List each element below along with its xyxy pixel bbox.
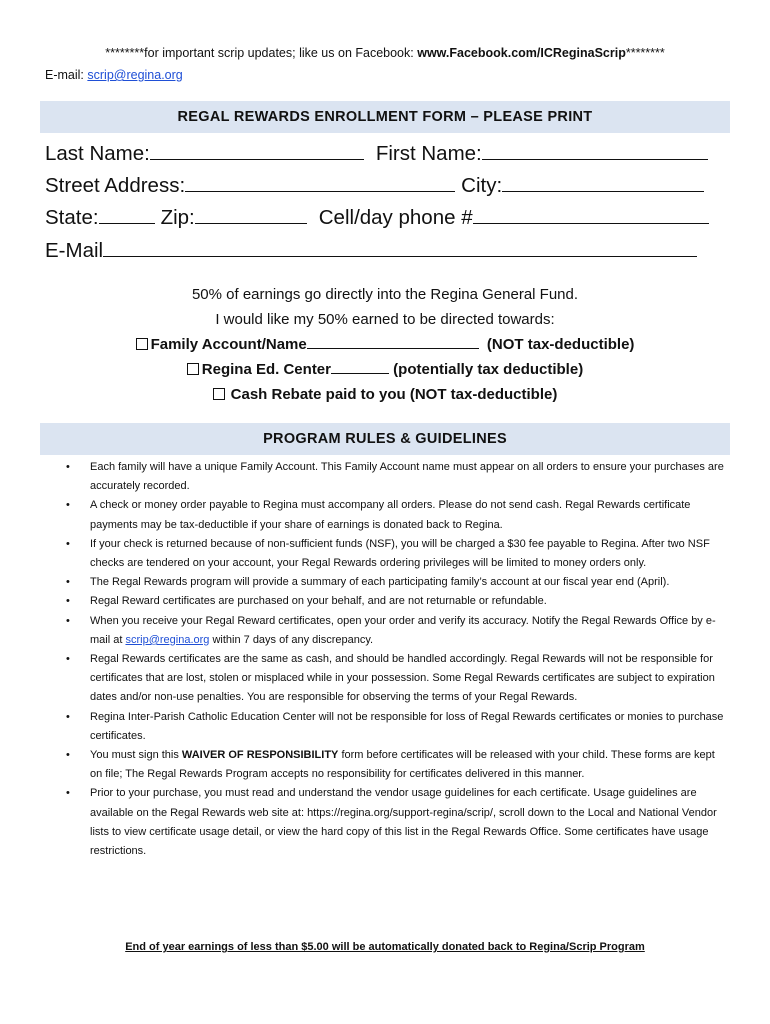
list-item — [66, 784, 730, 861]
list-item — [66, 650, 730, 708]
bullet: • — [66, 595, 70, 608]
footer-note: End of year earnings of less than $5.00 will be automatically donated back to Regina/Scrip Program — [125, 941, 645, 953]
email-field-label: E-Mail — [45, 239, 104, 262]
phone-field[interactable] — [473, 205, 709, 224]
list-item — [66, 458, 730, 496]
enrollment-title: REGAL REWARDS ENROLLMENT FORM – PLEASE PRINT — [40, 101, 730, 133]
bullet: • — [66, 787, 70, 800]
rules-email-link[interactable]: scrip@regina.org — [125, 633, 210, 646]
email-label: E-mail: — [45, 68, 88, 82]
email-row — [45, 238, 697, 263]
city-field[interactable] — [502, 173, 704, 192]
phone-label: Cell/day phone # — [318, 206, 473, 229]
option-family-note: (NOT tax-deductible) — [482, 336, 635, 353]
rule-text-suffix: form before certificates will be released with your child. These forms are kept on file; The Regal Rewards Program accepts no responsibility for certificates delivered in this manner. — [90, 749, 715, 781]
address-row — [45, 173, 704, 198]
family-name-field[interactable] — [307, 336, 479, 349]
rule-text-suffix: within 7 days of any discrepancy. — [209, 633, 374, 646]
option-regina-label: Regina Ed. Center — [201, 361, 331, 378]
email-field[interactable] — [103, 238, 697, 257]
notice-text: ********for important scrip updates; like us on Facebook: — [105, 46, 418, 60]
option-cash-rebate[interactable] — [0, 386, 770, 403]
notice-suffix: ******** — [625, 46, 665, 60]
bullet: • — [66, 614, 70, 627]
email-link[interactable]: scrip@regina.org — [87, 68, 183, 82]
rule-text: When you receive your Regal Reward certificates, open your order and verify its accuracy. Notify the Regal Rewards Office by e-mail at — [90, 614, 716, 646]
list-item — [66, 573, 730, 592]
option-family-account[interactable] — [0, 336, 770, 353]
bullet: • — [66, 653, 70, 666]
regina-field[interactable] — [331, 361, 389, 374]
list-item — [66, 612, 730, 650]
name-row — [45, 141, 708, 166]
rule-text: Prior to your purchase, you must read and understand the vendor usage guidelines for each certificate. Usage guidelines are available on the Regal Rewards web site at: https://regina.org/support-regina/scrip/, scroll down to the Local and National Vendor lists to view certificate usage detail, or view the hard copy of this list in the Regal Rewards Office. Some certificates have usage restrictions. — [90, 787, 717, 858]
list-item — [66, 592, 730, 611]
list-item — [66, 746, 730, 784]
list-item — [66, 535, 730, 573]
bullet: • — [66, 499, 70, 512]
state-label: State: — [45, 206, 99, 229]
city-label: City: — [461, 174, 503, 197]
direction-line: I would like my 50% earned to be directed towards: — [215, 311, 555, 328]
checkbox-cash-rebate[interactable] — [213, 388, 225, 400]
rule-text: The Regal Rewards program will provide a summary of each participating family’s account at our fiscal year end (April). — [90, 576, 670, 589]
first-name-field[interactable] — [482, 141, 708, 160]
rule-text: Regal Reward certificates are purchased on your behalf, and are not returnable or refundable. — [90, 595, 547, 608]
list-item — [66, 708, 730, 746]
option-regina-note: (potentially tax deductible) — [389, 361, 584, 378]
option-regina-ed-center[interactable] — [0, 361, 770, 378]
rule-text: A check or money order payable to Regina must accompany all orders. Please do not send cash. Regal Rewards certificate payments may be tax-deductible if your share of earnings is donated back to Regina. — [90, 499, 691, 531]
rules-title: PROGRAM RULES & GUIDELINES — [40, 423, 730, 455]
state-field[interactable] — [99, 205, 155, 224]
street-field[interactable] — [185, 173, 455, 192]
first-name-label: First Name: — [375, 142, 482, 165]
zip-label: Zip: — [160, 206, 195, 229]
bullet: • — [66, 749, 70, 762]
list-item — [66, 496, 730, 534]
rule-text: If your check is returned because of non-sufficient funds (NSF), you will be charged a $30 fee payable to Regina. After two NSF checks are tendered on your account, your Regal Rewards ordering privileges will be limited to money orders only. — [90, 537, 710, 570]
last-name-field[interactable] — [150, 141, 364, 160]
last-name-label: Last Name: — [45, 142, 150, 165]
bullet: • — [66, 461, 70, 473]
contact-email-line — [45, 68, 183, 82]
bullet: • — [66, 576, 70, 589]
bullet: • — [66, 537, 70, 550]
waiver-bold: WAIVER OF RESPONSIBILITY — [181, 749, 339, 762]
facebook-notice — [0, 46, 770, 60]
zip-field[interactable] — [195, 205, 307, 224]
checkbox-family-account[interactable] — [136, 338, 148, 350]
option-family-label: Family Account/Name — [150, 336, 307, 353]
bullet: • — [66, 710, 70, 723]
rule-text: You must sign this — [90, 749, 182, 762]
rule-text: Regal Rewards certificates are the same as cash, and should be handled accordingly. Regal Rewards will not be responsible for certificates that are lost, stolen or misplaced while in your possession. Some Regal Rewards certificates are subject to expiration dates and/or non-use penalties. You are responsible for observing the terms of your Regal Rewards. — [90, 653, 715, 704]
checkbox-regina-ed-center[interactable] — [187, 363, 199, 375]
rule-text: Each family will have a unique Family Account. This Family Account name must appear on all orders to ensure your purchases are accurately recorded. — [90, 461, 724, 493]
facebook-url: www.Facebook.com/ICReginaScrip — [417, 46, 626, 60]
rules-list — [66, 458, 730, 861]
earnings-line: 50% of earnings go directly into the Regina General Fund. — [191, 286, 579, 303]
option-cash-label: Cash Rebate paid to you (NOT tax-deductible) — [230, 386, 558, 403]
street-label: Street Address: — [45, 174, 186, 197]
state-zip-phone-row — [45, 205, 709, 230]
rule-text: Regina Inter-Parish Catholic Education Center will not be responsible for loss of Regal Rewards certificates or monies to purchase certificates. — [90, 710, 724, 742]
